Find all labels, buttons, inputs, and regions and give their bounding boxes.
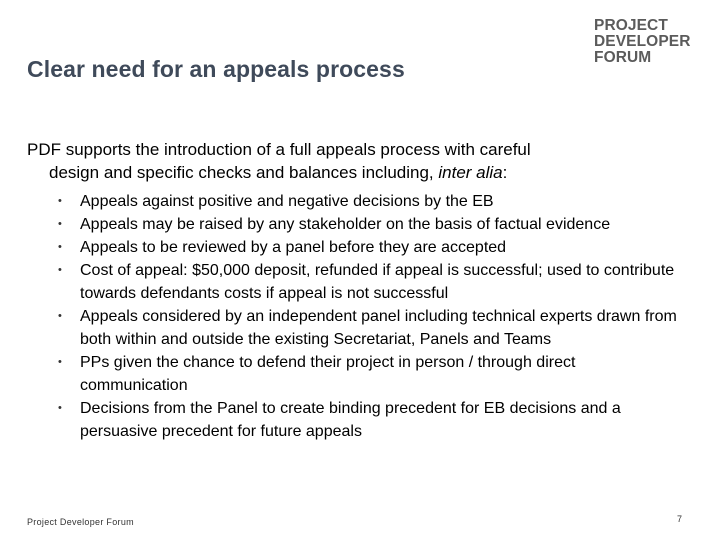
bullet-text: Appeals to be reviewed by a panel before they are accepted	[80, 239, 507, 256]
list-item	[58, 213, 678, 236]
appeals-bullet-list	[58, 190, 678, 443]
intro-italic-phrase: inter alia	[438, 163, 503, 182]
list-item	[58, 397, 678, 443]
bullet-text: Appeals considered by an independent panel including technical experts drawn from both within and outside the existing Secretariat, Panels and Teams	[80, 308, 677, 348]
list-item	[58, 236, 678, 259]
bullet-dot-icon: •	[58, 310, 62, 322]
logo-line-2: DEVELOPER	[594, 33, 691, 50]
bullet-text: PPs given the chance to defend their project in person / through direct communication	[80, 354, 576, 394]
logo-line-3: FORUM	[594, 49, 652, 66]
bullet-dot-icon: •	[58, 195, 62, 207]
page-number: 7	[677, 514, 683, 524]
bullet-dot-icon: •	[58, 218, 62, 230]
intro-line-2-suffix: :	[502, 163, 508, 182]
bullet-dot-icon: •	[58, 241, 62, 253]
bullet-text: Appeals against positive and negative decisions by the EB	[80, 193, 494, 210]
bullet-text: Decisions from the Panel to create binding precedent for EB decisions and a persuasive precedent for future appeals	[80, 400, 621, 440]
project-developer-forum-logo	[594, 18, 691, 66]
list-item	[58, 351, 678, 397]
bullet-text: Appeals may be raised by any stakeholder on the basis of factual evidence	[80, 216, 611, 233]
intro-line-1: PDF supports the introduction of a full appeals process with careful	[27, 140, 531, 159]
list-item	[58, 259, 678, 305]
footer-org-name: Project Developer Forum	[27, 517, 134, 527]
intro-line-2-prefix: design and specific checks and balances including,	[49, 163, 439, 182]
bullet-dot-icon: •	[58, 264, 62, 276]
bullet-text: Cost of appeal: $50,000 deposit, refunded if appeal is successful; used to contribute towards defendants costs if appeal is not successful	[80, 262, 675, 302]
list-item	[58, 190, 678, 213]
logo-line-1: PROJECT	[594, 17, 668, 34]
intro-line-2	[27, 161, 667, 184]
intro-paragraph	[27, 138, 667, 184]
bullet-dot-icon: •	[58, 356, 62, 368]
bullet-dot-icon: •	[58, 402, 62, 414]
list-item	[58, 305, 678, 351]
slide-title: Clear need for an appeals process	[27, 56, 405, 82]
